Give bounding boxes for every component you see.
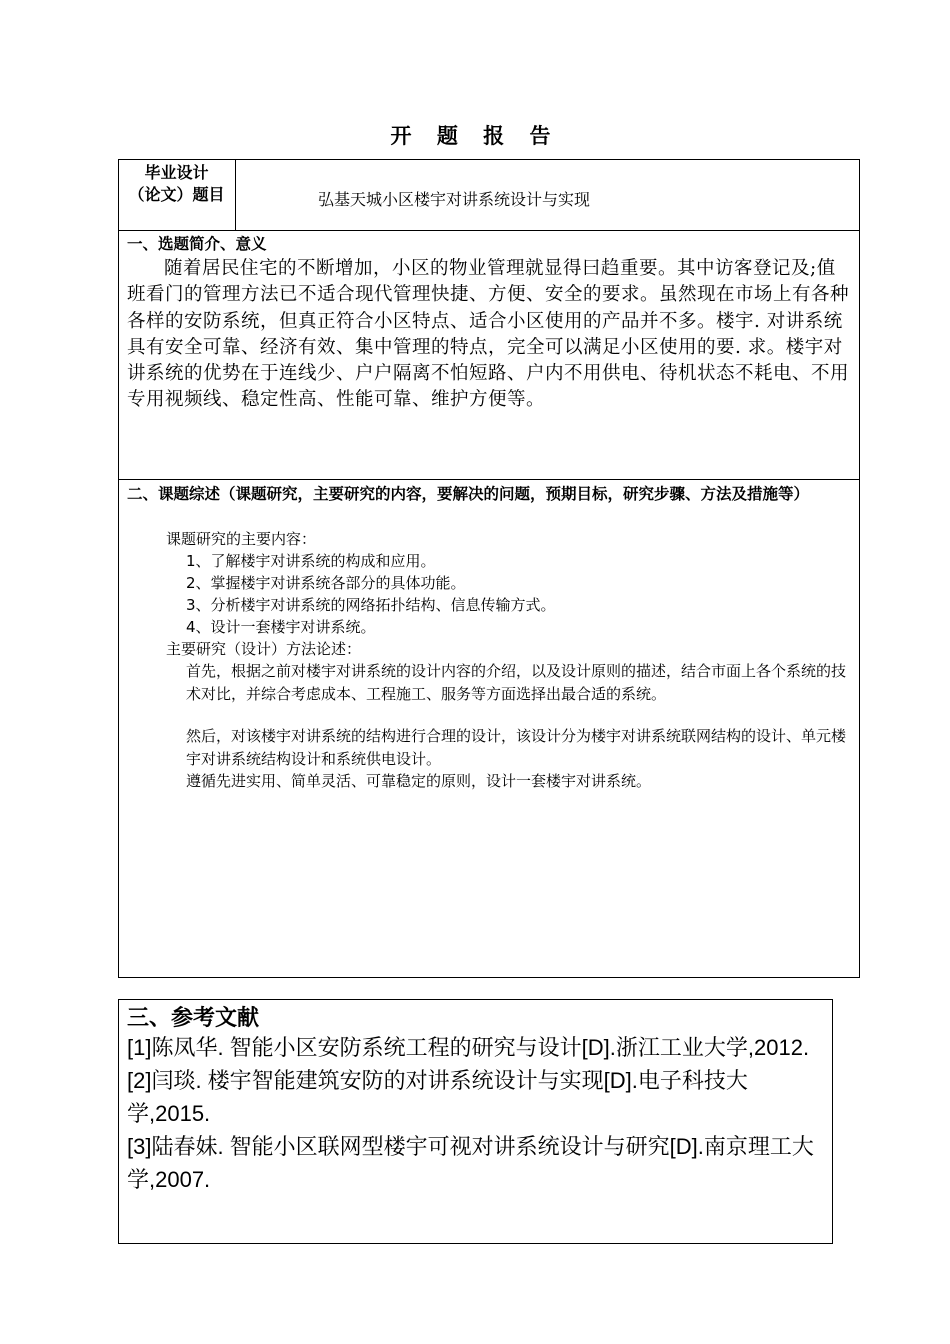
topic-label-line1: 毕业设计 [144,163,209,182]
section2-heading: 二、课题综述（课题研究，主要研究的内容，要解决的问题，预期目标，研究步骤、方法及措施等） [127,485,810,503]
table-divider [118,479,860,480]
reference-item: [2]闫琰. 楼宇智能建筑安防的对讲系统设计与实现[D].电子科技大学,2015. [127,1068,748,1126]
topic-title: 弘基天城小区楼宇对讲系统设计与实现 [318,190,591,209]
table-divider [118,230,860,231]
list-item: 4、设计一套楼宇对讲系统。 [186,618,376,636]
reference-list [127,1031,827,1196]
method-paragraph: 然后，对该楼宇对讲系统的结构进行合理的设计，该设计分为楼宇对讲系统联网结构的设计、单元楼宇对讲系统结构设计和系统供电设计。 [186,727,847,768]
section2-method-label: 主要研究（设计）方法论述： [166,640,362,658]
reference-item: [1]陈凤华. 智能小区安防系统工程的研究与设计[D].浙江工业大学,2012. [127,1035,810,1060]
list-item: 1、了解楼宇对讲系统的构成和应用。 [186,552,436,570]
topic-label [118,162,235,206]
references-heading: 三、参考文献 [127,1006,260,1031]
section2-content-label: 课题研究的主要内容： [166,530,317,548]
list-item: 2、掌握楼宇对讲系统各部分的具体功能。 [186,574,466,592]
list-item: 3、分析楼宇对讲系统的网络拓扑结构、信息传输方式。 [186,596,556,614]
report-title: 开 题 报 告 [390,124,560,148]
section1-heading: 一、选题简介、意义 [127,235,267,253]
topic-label-line2: （论文）题目 [128,185,225,204]
method-paragraph: 首先，根据之前对楼宇对讲系统的设计内容的介绍，以及设计原则的描述，结合市面上各个系统的技术对比，并综合考虑成本、工程施工、服务等方面选择出最合适的系统。 [186,662,847,703]
method-paragraph: 遵循先进实用、简单灵活、可靠稳定的原则，设计一套楼宇对讲系统。 [186,772,652,790]
section1-body: 随着居民住宅的不断增加，小区的物业管理就显得曰趋重要。其中访客登记及;值班看门的管理方法已不适合现代管理快捷、方便、安全的要求。虽然现在市场上有各种各样的安防系统，但真正符合小区特点、适合小区使用的产品并不多。楼宇. 对讲系统具有安全可靠、经济有效、集中管理的特点，完全可以满足小区使用的要. 求。楼宇对讲系统的优势在于连线少、户户隔离不怕短路、户内不用供电、待机状态不耗电、不用专用视频线、稳定性高、性能可靠、维护方便等。 [127,258,850,411]
reference-item: [3]陆春妹. 智能小区联网型楼宇可视对讲系统设计与研究[D].南京理工大学,2007. [127,1134,814,1192]
